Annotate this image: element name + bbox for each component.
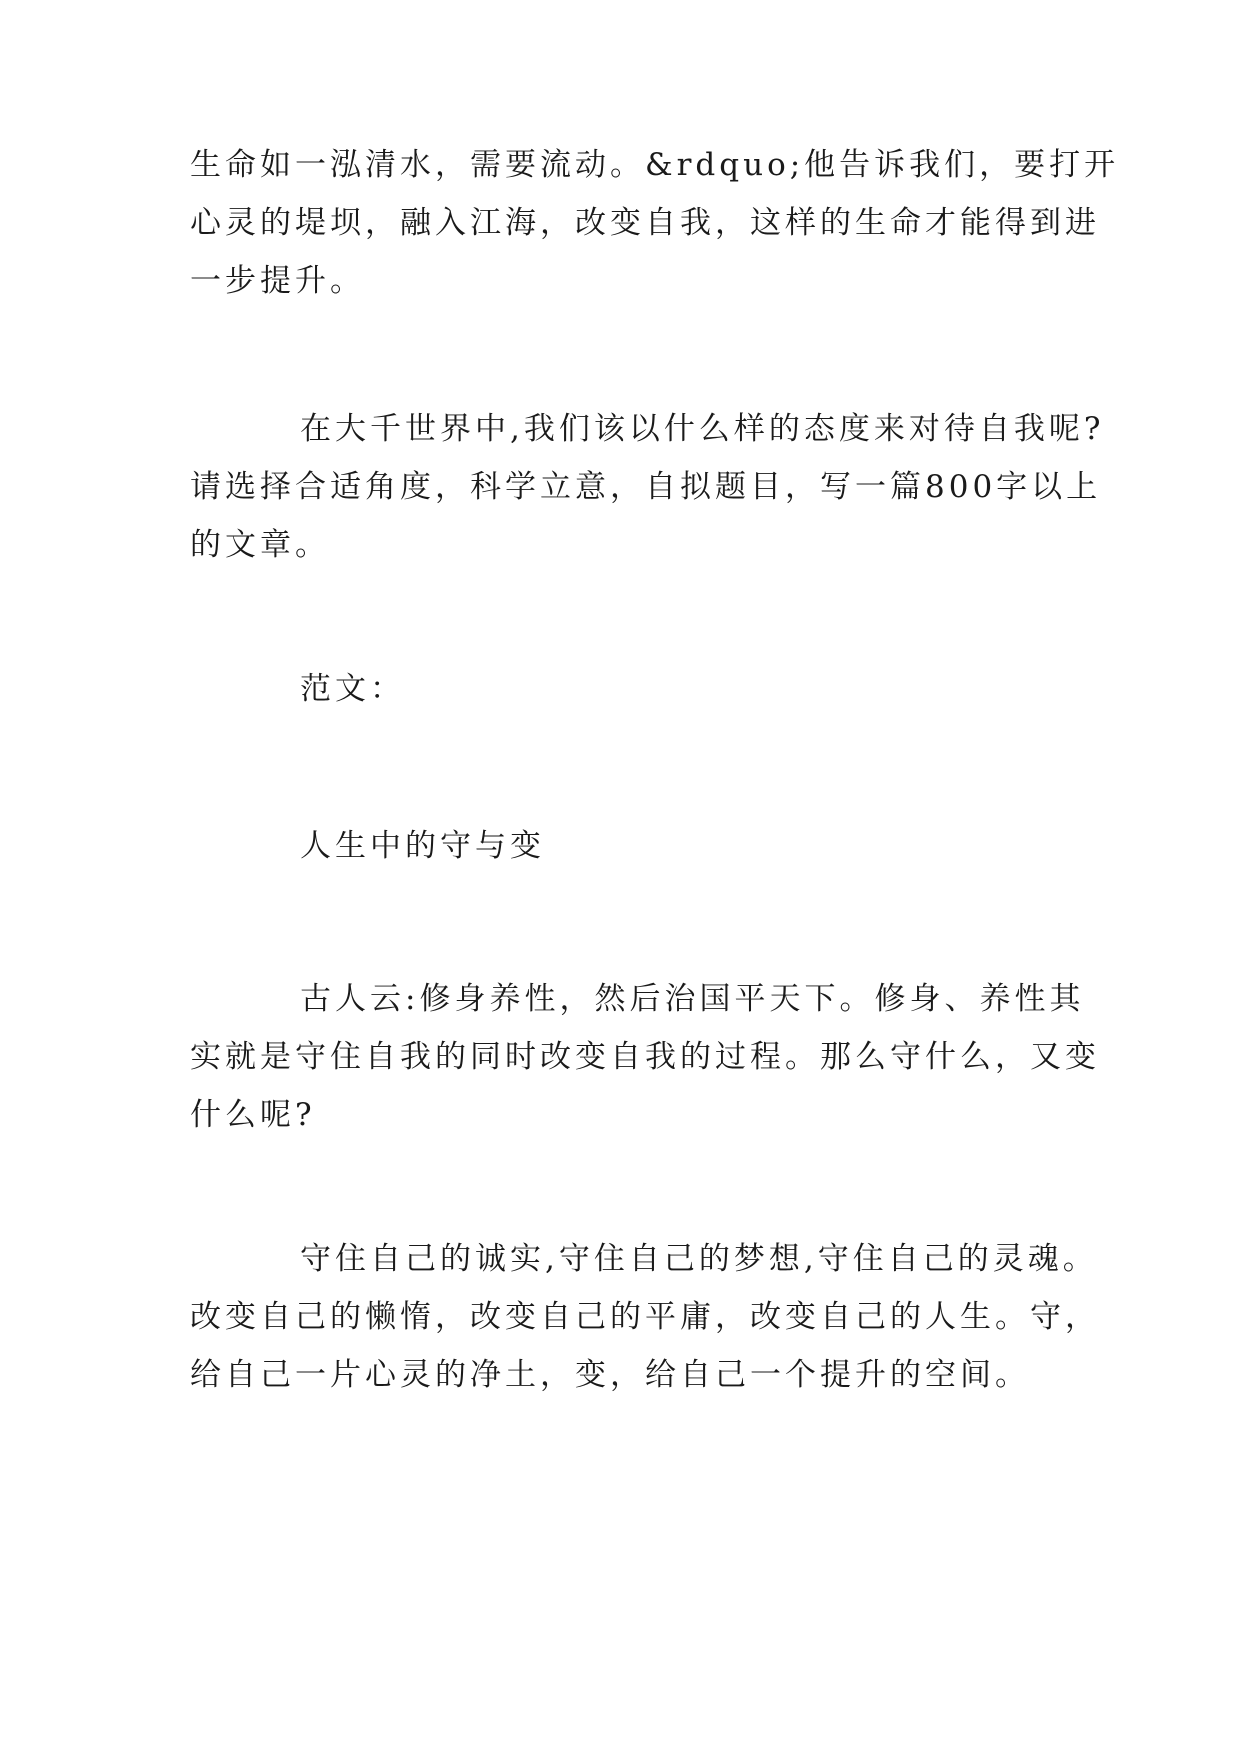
text-line: 心灵的堤坝，融入江海，改变自我，这样的生命才能得到进 bbox=[190, 205, 1100, 241]
text-line: 古人云:修身养性，然后治国平天下。修身、养性其 bbox=[300, 981, 1085, 1017]
text-line: 的文章。 bbox=[190, 527, 330, 563]
text-line: 守住自己的诚实,守住自己的梦想,守住自己的灵魂。 bbox=[300, 1241, 1098, 1277]
text-line: 范文： bbox=[300, 671, 405, 707]
text-line: 给自己一片心灵的净土，变，给自己一个提升的空间。 bbox=[190, 1357, 1030, 1393]
text-line: 生命如一泓清水，需要流动。&rdquo;他告诉我们，要打开 bbox=[190, 147, 1120, 183]
paragraph-essay-1 bbox=[190, 970, 1100, 1144]
text-line: 改变自己的懒惰，改变自己的平庸，改变自己的人生。守， bbox=[190, 1299, 1100, 1335]
text-line: 人生中的守与变 bbox=[300, 828, 545, 864]
text-line: 请选择合适角度，科学立意，自拟题目，写一篇800字以上 bbox=[190, 469, 1102, 505]
text-line: 一步提升。 bbox=[190, 263, 365, 299]
paragraph-continuation bbox=[190, 136, 1120, 310]
paragraph-essay-2 bbox=[190, 1230, 1100, 1404]
essay-title bbox=[190, 817, 1070, 875]
paragraph-sample-label bbox=[190, 660, 1070, 718]
paragraph-prompt bbox=[190, 400, 1105, 574]
text-line: 在大千世界中,我们该以什么样的态度来对待自我呢? bbox=[300, 411, 1105, 447]
text-line: 实就是守住自我的同时改变自我的过程。那么守什么，又变 bbox=[190, 1039, 1100, 1075]
text-line: 什么呢? bbox=[190, 1097, 316, 1133]
